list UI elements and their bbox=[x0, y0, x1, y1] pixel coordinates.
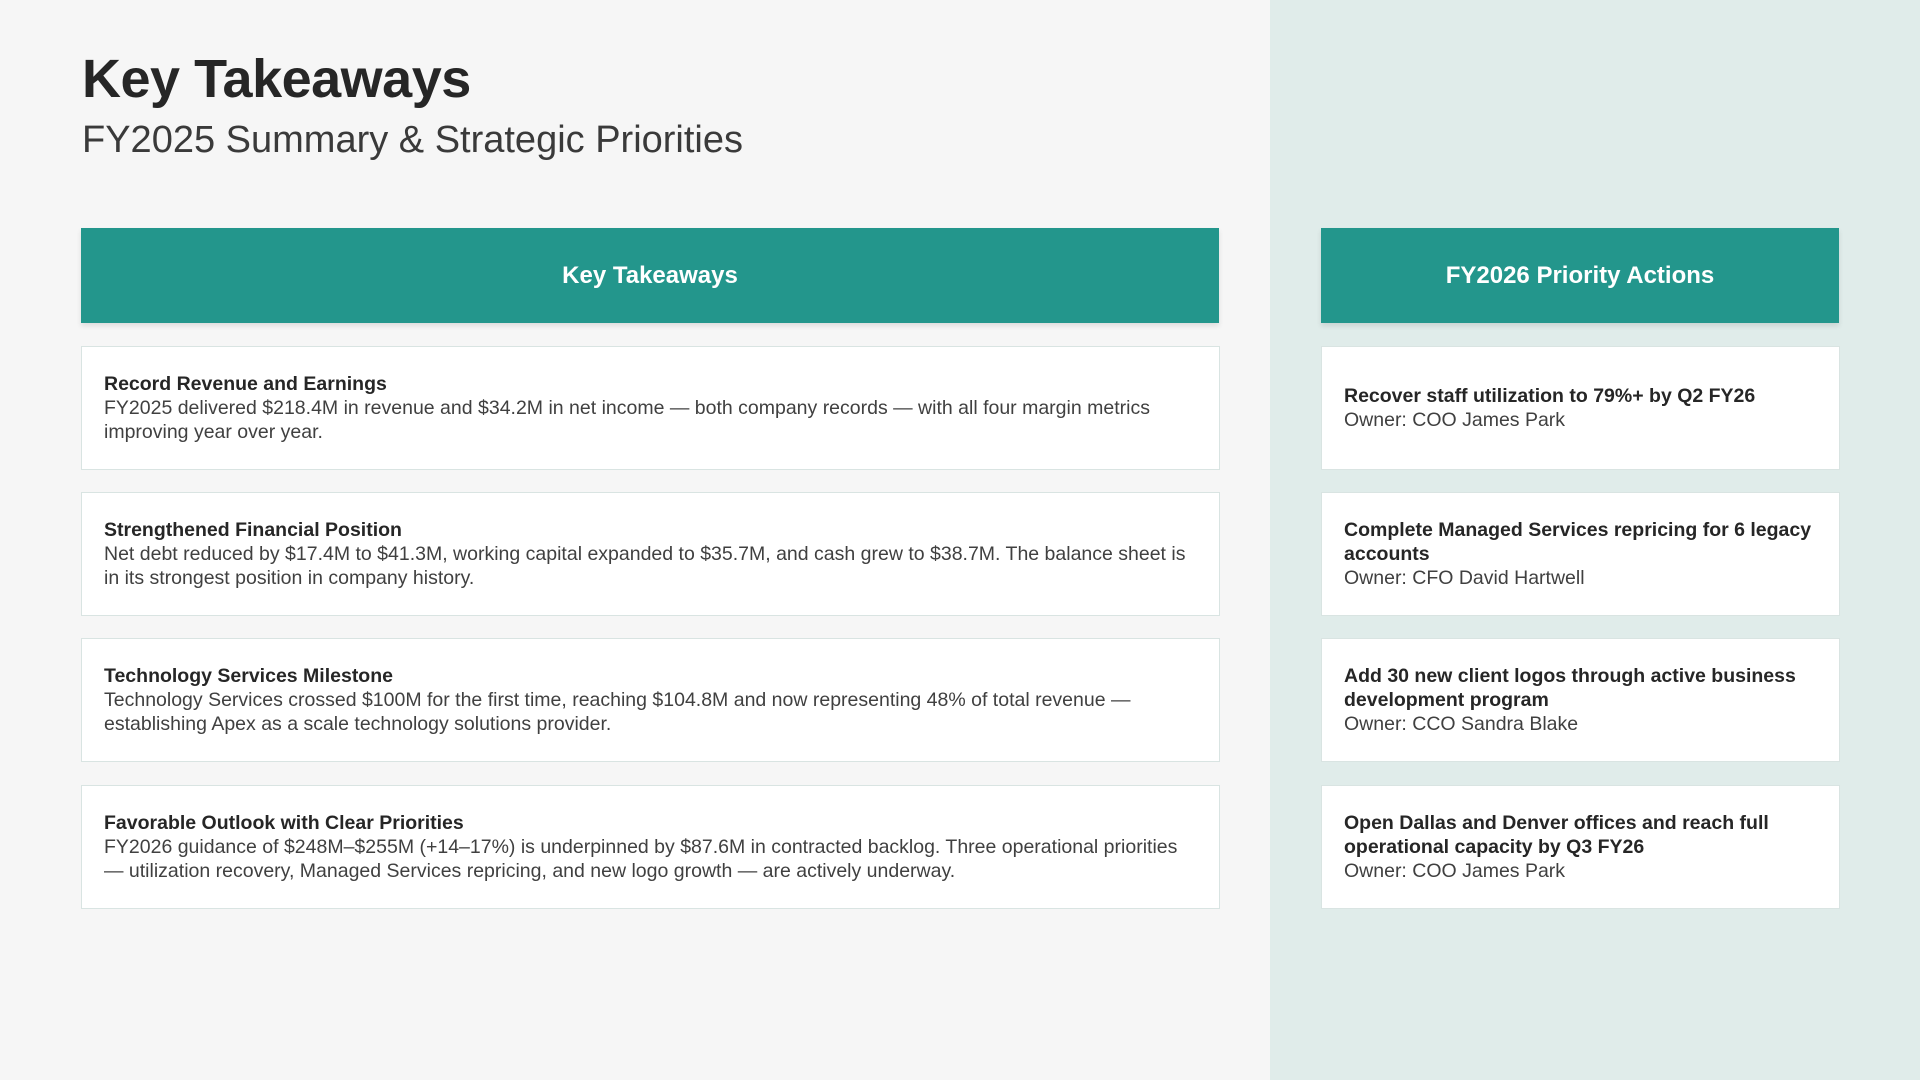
takeaway-body: Net debt reduced by $17.4M to $41.3M, working capital expanded to $35.7M, and cash grew to $38.7M. The balance sheet is in its strongest position in company history. bbox=[104, 543, 1186, 589]
priority-owner: Owner: CCO Sandra Blake bbox=[1344, 713, 1579, 735]
priority-owner: Owner: COO James Park bbox=[1344, 409, 1566, 431]
takeaway-body: FY2026 guidance of $248M–$255M (+14–17%) is underpinned by $87.6M in contracted backlog. Three operational priorities — utilization recovery, Managed Services repricing, and new logo growth — are actively underway. bbox=[104, 836, 1178, 882]
priority-title: Complete Managed Services repricing for 6 legacy accounts bbox=[1344, 519, 1812, 565]
page-title: Key Takeaways bbox=[82, 49, 471, 109]
priority-title: Open Dallas and Denver offices and reach full operational capacity by Q3 FY26 bbox=[1344, 812, 1769, 858]
takeaway-title: Favorable Outlook with Clear Priorities bbox=[104, 812, 464, 834]
takeaways-column-header: Key Takeaways bbox=[81, 228, 1219, 323]
priority-card-new-offices bbox=[1321, 785, 1840, 909]
takeaway-card-outlook bbox=[81, 785, 1220, 909]
page-subtitle: FY2025 Summary & Strategic Priorities bbox=[82, 119, 744, 161]
takeaway-title: Strengthened Financial Position bbox=[104, 519, 402, 541]
priority-card-new-logos bbox=[1321, 638, 1840, 762]
priority-title: Add 30 new client logos through active business development program bbox=[1344, 665, 1796, 711]
takeaway-card-revenue bbox=[81, 346, 1220, 470]
priority-owner: Owner: COO James Park bbox=[1344, 860, 1566, 882]
takeaway-title: Record Revenue and Earnings bbox=[104, 373, 387, 395]
takeaway-card-financial-position bbox=[81, 492, 1220, 616]
priority-owner: Owner: CFO David Hartwell bbox=[1344, 567, 1585, 589]
priority-card-utilization bbox=[1321, 346, 1840, 470]
priority-title: Recover staff utilization to 79%+ by Q2 FY26 bbox=[1344, 385, 1756, 407]
takeaway-title: Technology Services Milestone bbox=[104, 665, 393, 687]
takeaway-body: FY2025 delivered $218.4M in revenue and $34.2M in net income — both company records — with all four margin metrics improving year over year. bbox=[104, 397, 1150, 443]
takeaway-body: Technology Services crossed $100M for the first time, reaching $104.8M and now representing 48% of total revenue — establishing Apex as a scale technology solutions provider. bbox=[104, 689, 1131, 735]
priorities-column-header: FY2026 Priority Actions bbox=[1321, 228, 1839, 323]
priority-card-repricing bbox=[1321, 492, 1840, 616]
takeaway-card-technology-services bbox=[81, 638, 1220, 762]
